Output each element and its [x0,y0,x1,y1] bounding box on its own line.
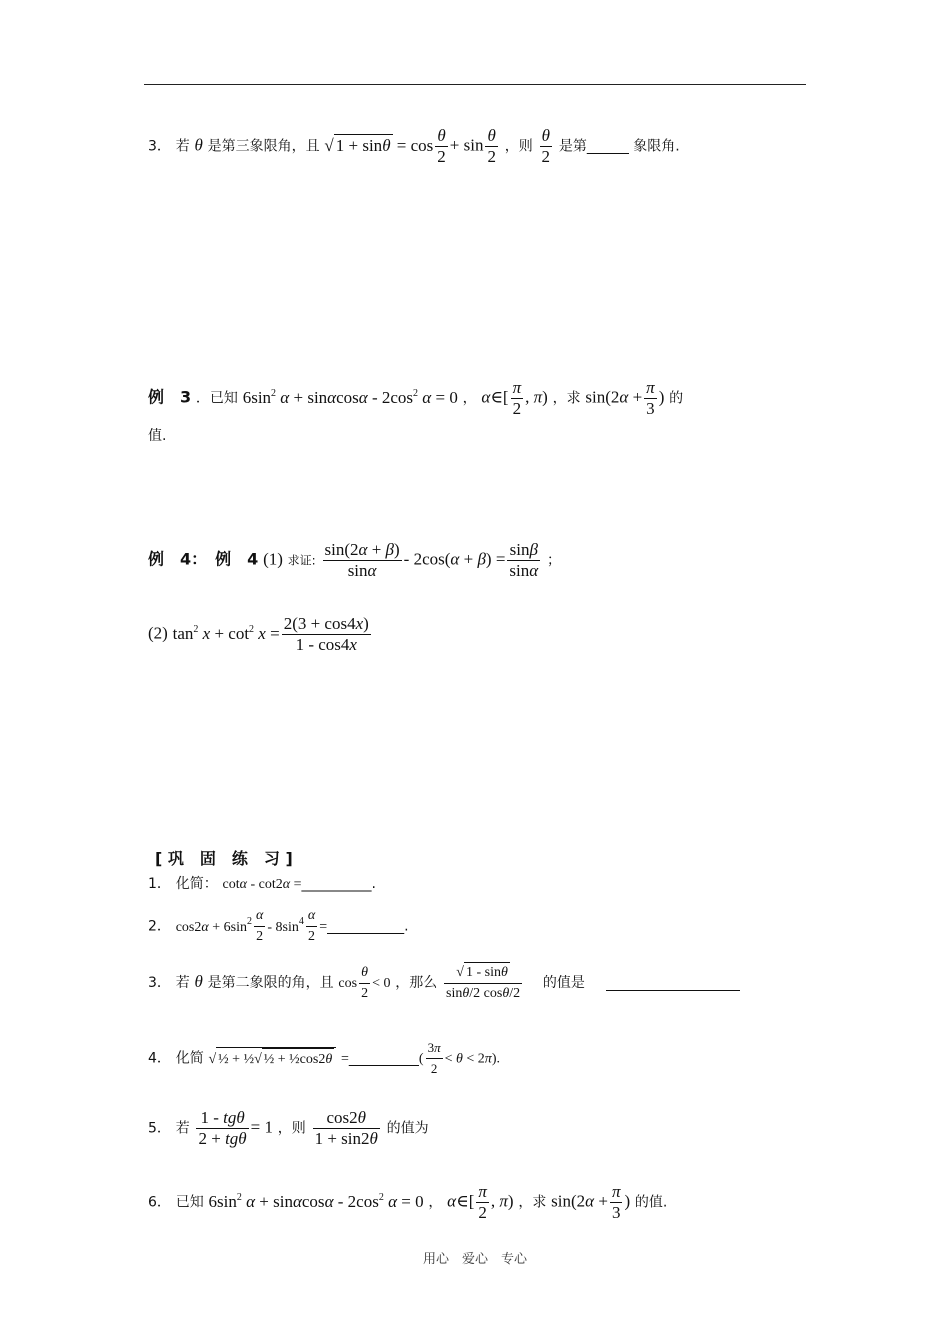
question-number: 1． [148,876,171,892]
equation: $6\sin^2$ $\alpha + \sin\alpha\cos\alpha - 2\cos^2$ α = 0 [242,387,458,407]
fraction-rhs: $\frac{\sin\beta}{\sin\alpha}$ [509,540,539,580]
text: 求证: [287,553,316,568]
question-number: 2． [148,918,171,935]
text: ，则 [504,138,533,155]
answer-blank[interactable] [606,976,740,991]
fraction: $\frac{2(3 + \cos 4x)}{1 - \cos 4x}$ [283,614,369,654]
text: 是第二象限的角，且 [207,975,334,991]
target-expression: sin(2α + [585,387,643,407]
text: 的值为 [386,1120,429,1137]
text: __________ [348,1050,419,1067]
formula-sqrt: √ 1 + sinθ = cos [324,135,434,155]
fraction-lhs: $\frac{\sin(2\alpha + \beta)}{\sin\alpha}$ [324,540,400,580]
part-number: (1) [263,549,283,569]
text: 若 [175,138,190,155]
question-number: 3． [148,975,171,991]
text: ，则 [277,1120,306,1137]
question-number: 4． [148,1050,171,1067]
fraction-pi-2: $\frac{\pi}{2}$ [478,1182,487,1222]
text: ___________. [327,918,409,935]
fraction-alpha-2: $\frac{\alpha}{2}$ [255,908,264,944]
fraction-theta-2: $\frac{\theta}{2}$ [541,126,551,166]
practice-2: 2． $\cos 2\alpha + 6\sin^2$ $\frac{\alpha}{2}$ - $8\sin^4$ $\frac{\alpha}{2}$ =___________. [148,906,820,947]
expression: $\cos 2\alpha + 6\sin^2$ [175,915,252,935]
fraction-pi-3: $\frac{\pi}{3}$ [611,1182,621,1222]
nested-radical: √ ½ + ½√ ½ + ½cos2θ [208,1052,336,1067]
example-label: 例 4： 例 4 [148,549,259,569]
expression: cotα - cot2α = [222,877,302,892]
target-expression: sin(2α + [551,1191,608,1211]
text: 若 [175,975,190,991]
practice-5: 5． 若 $\frac{\text{1 - tgθ}}{\text{2 + tgθ}}$ = 1 ，则 $\frac{\cos 2\theta}{1 + \sin 2\theta}$ 的值为 [148,1108,429,1148]
text: 化简 [175,1050,204,1067]
fraction-3pi-2: $\frac{3\pi}{2}$ [427,1040,441,1076]
fraction-cos2theta: $\frac{\cos 2\theta}{1 + \sin 2\theta}$ [314,1108,378,1148]
question-number: 3． [148,138,171,155]
condition: cos [338,976,358,991]
example-4-part-2 [148,614,820,655]
text: 化简： [175,876,218,892]
example-label: 例 3 [148,387,192,407]
practice-heading [155,848,820,870]
header-rule [144,84,806,85]
practice-3: 3． 若 θ 是第二象限的角，且 cos $\frac{\theta}{2}$ < 0 ，那么 $\frac{√ 1 - \sin\theta}{\sin\theta/2 \cos\theta/2}$ 的值是 [148,962,820,1004]
text: __________. [301,876,376,892]
fraction-theta-2: $\frac{\theta}{2}$ [361,964,369,1001]
text: 的值是 [542,975,585,991]
question-number: 5． [148,1120,171,1137]
fraction: $\frac{√ 1 - \sin\theta}{\sin\theta/2 \cos\theta/2}$ [444,962,522,1004]
question-number: 6． [148,1194,171,1211]
text: ，那么 [395,975,438,991]
text: 值. [148,428,167,444]
text: ； [546,552,561,569]
text: [ 巩 固 练 习 ] [155,849,293,868]
text: 的值. [634,1194,668,1211]
text: ．已知 [195,390,238,407]
fraction-pi-2: $\frac{\pi}{2}$ [512,378,522,418]
equation: $\tan^2 x + \cot^2 x$ = [172,623,280,643]
fraction-alpha-2: $\frac{\alpha}{2}$ [307,908,316,944]
practice-1 [148,872,820,896]
example-3-cont [148,424,820,447]
text: ，求 [518,1194,547,1211]
text: ，求 [552,390,581,407]
text: 若 [175,1120,190,1137]
question-3: 3． 若 θ 是第三象限角，且 √ 1 + sinθ = cos $\frac{\theta}{2}$ + sin $\frac{\theta}{2}$ ，则 $\frac{\theta}{2}$ 是第______ 象限角. [148,126,680,166]
part-number: (2) [148,623,168,643]
theta-symbol: θ [194,135,203,155]
page-footer: 用心 爱心 专心 [422,1252,527,1267]
text: 是第______ 象限角. [558,138,680,155]
example-4-part-1: 例 4： 例 4 (1) 求证: $\frac{\sin(2\alpha + \beta)}{\sin\alpha}$ - 2cos(α + β) = $\frac{\sin\beta}{\sin\alpha}$ ； [148,540,561,580]
text: ， [428,1194,443,1211]
text: 已知 [175,1194,204,1211]
fraction-tg: $\frac{\text{1 - tgθ}}{\text{2 + tgθ}}$ [198,1108,247,1148]
text: 的 [669,390,684,407]
text: ， [462,390,477,407]
fraction-theta-2: $\frac{\theta}{2}$ [487,126,496,166]
equation: $6\sin^2$ $\alpha + \sin\alpha\cos\alpha - 2\cos^2$ α = 0 [208,1191,424,1211]
domain: α∈[ [481,387,509,407]
fraction-theta-2: $\frac{\theta}{2}$ [437,126,446,166]
text: 是第三象限角，且 [207,138,320,155]
practice-6: 6． 已知 $6\sin^2$ $\alpha + \sin\alpha\cos\alpha - 2\cos^2$ α = 0 ， α∈[ $\frac{\pi}{2}$ , π) ，求 sin(2α + $\frac{\pi}{3}$ ) 的值. [148,1182,668,1222]
fraction-pi-3: $\frac{\pi}{3}$ [646,378,655,418]
domain: α∈[ [447,1191,475,1211]
theta-symbol: θ [194,972,203,991]
practice-4: 4． 化简 √ ½ + ½√ ½ + ½cos2θ =__________( $\frac{3\pi}{2}$ < θ < 2π). [148,1038,820,1079]
example-3: 例 3 ．已知 $6\sin^2$ $\alpha + \sin\alpha\cos\alpha - 2\cos^2$ α = 0 ， α∈[ $\frac{\pi}{2}$ , π) ，求 sin(2α + $\frac{\pi}{3}$ ) 的 [148,378,684,418]
